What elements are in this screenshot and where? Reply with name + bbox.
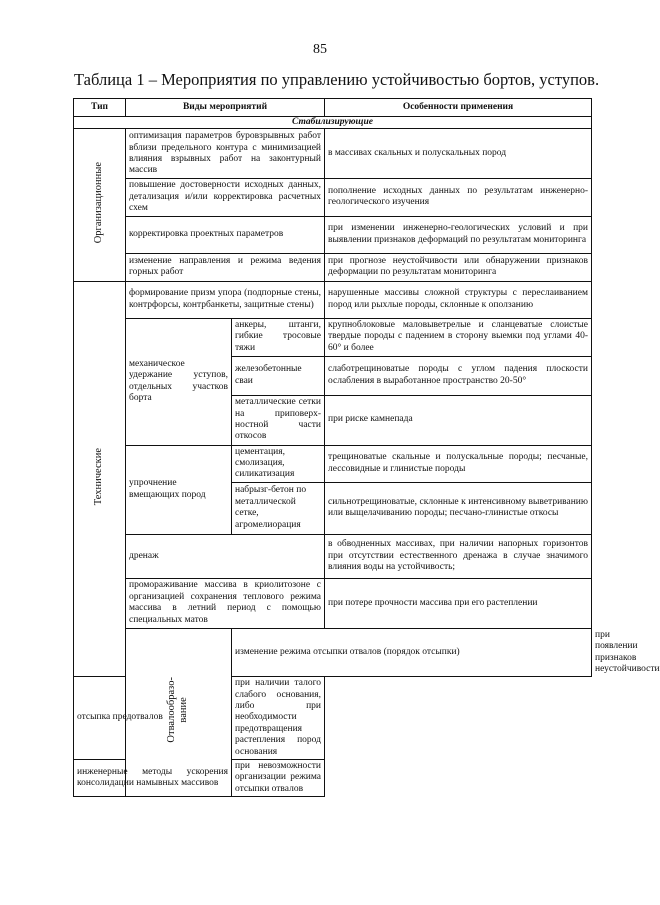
submeasure-cell: анкеры, штанги, гибкие тросовые тяжи	[232, 318, 325, 356]
feature-cell: слаботрещиноватые породы с углом падения плоскости ослабления в выработанное пространство 20-50°	[325, 356, 592, 395]
table-row	[74, 318, 592, 356]
header-features: Особенности применения	[325, 99, 592, 117]
feature-cell: при невозможности организации режима отсыпки отвалов	[232, 760, 325, 797]
table-row	[74, 534, 592, 578]
section-title-stabilizing: Стабилизирующие	[74, 117, 592, 129]
submeasure-cell: набрызг-бетон по металлической сетке, агромелиорация	[232, 482, 325, 534]
feature-cell: в массивах скальных и полускальных пород	[325, 129, 592, 179]
submeasure-cell: цементация, смолизация, силикатизация	[232, 445, 325, 482]
header-measures: Виды мероприятий	[126, 99, 325, 117]
header-type: Тип	[74, 99, 126, 117]
table-row	[74, 281, 592, 318]
type-cell-organizational	[74, 129, 126, 281]
feature-cell: при риске камнепада	[325, 395, 592, 445]
measure-cell: отсыпка предотвалов	[74, 677, 232, 760]
table-row	[74, 253, 592, 281]
feature-cell: при изменении инженерно-геологических условий и при выявлении признаков деформаций по результатам мониторинга	[325, 216, 592, 253]
submeasure-cell: железобетонные сваи	[232, 356, 325, 395]
table-caption: Таблица 1 – Мероприятия по управлению устойчивостью бортов, уступов.	[74, 70, 600, 89]
measure-cell: формирование призм упора (подпорные стены, контрфорсы, контрбанкеты, защитные стены)	[126, 281, 325, 318]
table-row	[74, 129, 592, 179]
measures-table	[73, 98, 660, 797]
measure-group-hardening: упрочнение вмещающих пород	[126, 445, 232, 534]
submeasure-cell: металлические сетки на приповерх- ностной части откосов	[232, 395, 325, 445]
type-label-organizational: Организационные	[93, 162, 105, 244]
measure-cell: инженерные методы ускорения консолидации намывных массивов	[74, 760, 232, 797]
measure-cell: оптимизация параметров буровзрывных работ вблизи предельного контура с минимизацией влияния взрывных работ на законтурный массив	[126, 129, 325, 179]
table-row	[74, 677, 592, 760]
measure-cell: повышение достоверности исходных данных, детализация и/или корректировка расчетных схем	[126, 179, 325, 216]
feature-cell: сильнотрещиноватые, склонные к интенсивному выветриванию или выщелачиванию породы; песчано-глинистые откосы	[325, 482, 592, 534]
feature-cell: пополнение исходных данных по результатам инженерно-геологического изучения	[325, 179, 592, 216]
feature-cell: при потере прочности массива при его растеплении	[325, 578, 592, 628]
feature-cell: в обводненных массивах, при наличии напорных горизонтов при отсутствии естественного дренажа в случае значимого влияния воды на устойчивость;	[325, 534, 592, 578]
type-label-dumping: Отвалообразо- вание	[166, 677, 190, 744]
measure-cell: дренаж	[126, 534, 325, 578]
feature-cell: при наличии талого слабого основания, либо при необходимости предотвращения растепления пород основания	[232, 677, 325, 760]
section-row-stabilizing	[74, 117, 592, 129]
table-row	[74, 216, 592, 253]
table-row: Отвалообразо- вание изменение режима отсыпки отвалов (порядок отсыпки) при появлении признаков неустойчивости	[74, 628, 592, 677]
table-row	[74, 179, 592, 216]
feature-cell: при прогнозе неустойчивости или обнаружении признаков деформации по результатам мониторинга	[325, 253, 592, 281]
page-number: 85	[313, 42, 327, 57]
feature-cell: трещиноватые скальные и полускальные породы; песчаные, лессовидные и глинистые породы	[325, 445, 592, 482]
measure-cell: изменение направления и режима ведения горных работ	[126, 253, 325, 281]
table-header-row	[74, 99, 592, 117]
feature-cell: крупноблоковые маловыветрелые и сланцеватые слоистые твердые породы с падением в сторону выемки под углами 40-60° и более	[325, 318, 592, 356]
type-label-technical: Технические	[93, 448, 105, 506]
table-row	[74, 578, 592, 628]
measure-cell: промораживание массива в криолитозоне с организацией сохранения теплового режима массива в летний период с помощью специальных матов	[126, 578, 325, 628]
feature-cell: нарушенные массивы сложной структуры с переслаиванием пород или рыхлые породы, склонные к оползанию	[325, 281, 592, 318]
measure-cell: корректировка проектных параметров	[126, 216, 325, 253]
type-cell-technical	[74, 281, 126, 677]
measure-group-mechanical: механическое удержание уступов, отдельных участков борта	[126, 318, 232, 445]
measure-cell: изменение режима отсыпки отвалов (порядок отсыпки)	[232, 628, 592, 677]
table-row	[74, 445, 592, 482]
table-row	[74, 760, 592, 797]
